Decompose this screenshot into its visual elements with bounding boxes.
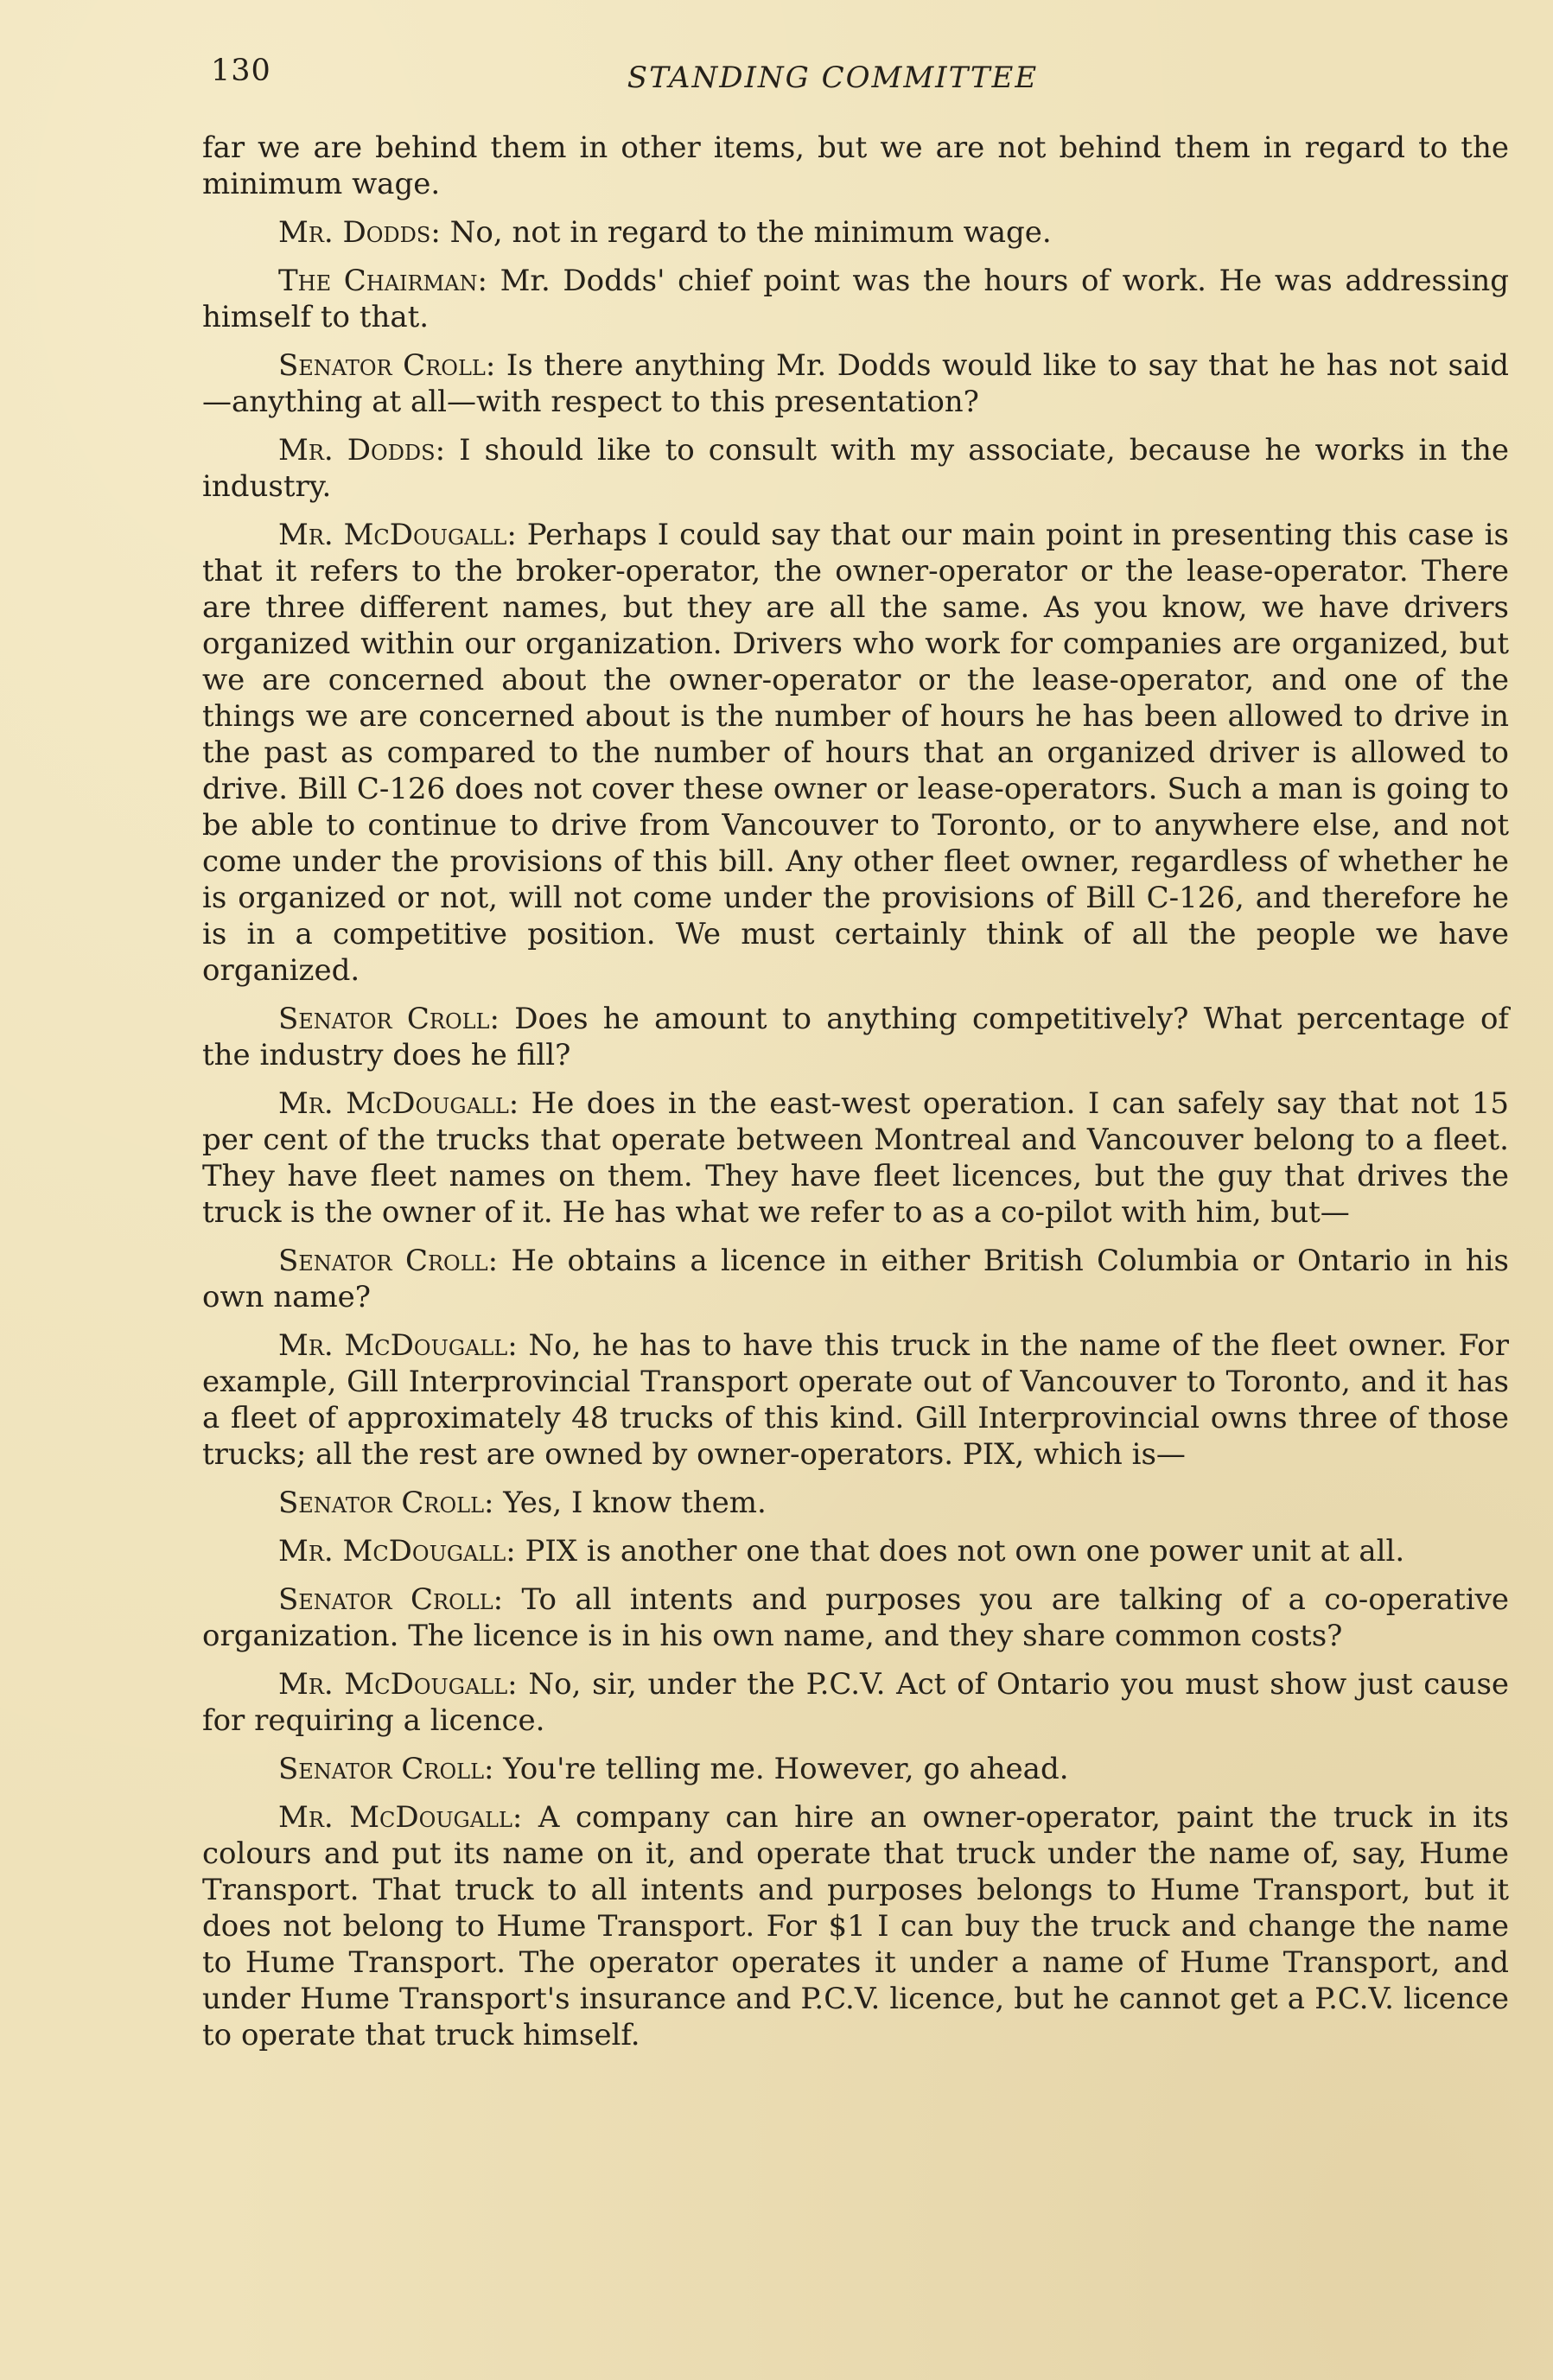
paragraph-text: far we are behind them in other items, but we are not behind them in regard to the minimum wage. [202,130,1509,201]
running-title: STANDING COMMITTEE [627,60,1039,95]
speaker-name: Mr. McDougall: [278,518,517,552]
paragraph-text: Yes, I know them. [503,1486,767,1520]
paragraph [202,347,1509,420]
paragraph [202,1243,1509,1315]
speaker-name: The Chairman: [278,264,487,298]
paragraph-text: Is there anything Mr. Dodds would like to say that he has not said—anything at all—with respect to this presentation? [202,348,1509,419]
paragraph [202,1799,1509,2053]
paragraph-text: You're telling me. However, go ahead. [503,1752,1069,1786]
speaker-name: Mr. McDougall: [278,1800,523,1835]
paragraph-text: No, sir, under the P.C.V. Act of Ontario you must show just cause for requiring a licence. [202,1667,1510,1738]
paragraph-text: He obtains a licence in either British Columbia or Ontario in his own name? [202,1244,1509,1314]
paragraph-text: To all intents and purposes you are talking of a co-operative organization. The licence is in his own name, and they share common costs? [202,1582,1510,1653]
speaker-name: Senator Croll: [278,1244,499,1278]
paragraph-text: He does in the east-west operation. I can safely say that not 15 per cent of the trucks that operate between Montreal and Vancouver belong to a fleet. They have fleet names on them. They have fleet licences, but the guy that drives the truck is the owner of it. He has what we refer to as a co-pilot with him, but— [202,1086,1510,1230]
speaker-name: Mr. McDougall: [278,1534,516,1569]
paragraph-text: Does he amount to anything competitively? What percentage of the industry does he fill? [202,1002,1509,1072]
speaker-name: Mr. McDougall: [278,1328,518,1363]
paragraph-text: A company can hire an owner-operator, paint the truck in its colours and put its name on it, and operate that truck under the name of, say, Hume Transport. That truck to all intents and purposes belongs to Hume Transport, but it does not belong to Hume Transport. For $1 I can buy the truck and change the name to Hume Transport. The operator operates it under a name of Hume Transport, and under Hume Transport's insurance and P.C.V. licence, but he cannot get a P.C.V. licence to operate that truck himself. [202,1800,1509,2052]
body-text [202,130,1509,2065]
speaker-name: Senator Croll: [278,1752,494,1786]
speaker-name: Senator Croll: [278,1002,500,1036]
speaker-name: Mr. Dodds: [278,433,446,468]
paragraph [202,1001,1509,1073]
speaker-name: Senator Croll: [278,348,496,383]
paragraph [202,1751,1509,1787]
paragraph [202,263,1509,335]
speaker-name: Mr. McDougall: [278,1667,518,1702]
speaker-name: Senator Croll: [278,1582,504,1617]
paragraph-text: I should like to consult with my associate, because he works in the industry. [202,433,1509,504]
paragraph [202,517,1509,989]
speaker-name: Mr. McDougall: [278,1086,519,1121]
paragraph [202,1085,1509,1231]
paragraph [202,432,1509,505]
paragraph-text: No, not in regard to the minimum wage. [449,215,1052,250]
speaker-name: Mr. Dodds: [278,215,441,250]
paragraph-text: No, he has to have this truck in the name of the fleet owner. For example, Gill Interprovincial Transport operate out of Vancouver to Toronto, and it has a fleet of approximately 48 trucks of this kind. Gill Interprovincial owns three of those trucks; all the rest are owned by owner-operators. PIX, which is— [202,1328,1509,1472]
paragraph [202,1581,1509,1654]
paragraph [202,214,1509,251]
paragraph-text: Mr. Dodds' chief point was the hours of work. He was addressing himself to that. [202,264,1509,334]
speaker-name: Senator Croll: [278,1486,494,1520]
paragraph [202,130,1509,202]
paragraph [202,1666,1509,1739]
paragraph [202,1533,1509,1569]
paragraph-text: PIX is another one that does not own one power unit at all. [525,1534,1405,1569]
paragraph [202,1485,1509,1521]
paragraph-text: Perhaps I could say that our main point in presenting this case is that it refers to the broker-operator, the owner-operator or the lease-operator. There are three different names, but they are all the same. As you know, we have drivers organized within our organization. Drivers who work for companies are organized, but we are concerned about the owner-operator or the lease-operator, and one of the things we are concerned about is the number of hours he has been allowed to drive in the past as compared to the number of hours that an organized driver is allowed to drive. Bill C-126 does not cover these owner or lease-operators. Such a man is going to be able to continue to drive from Vancouver to Toronto, or to anywhere else, and not come under the provisions of this bill. Any other fleet owner, regardless of whether he is organized or not, will not come under the provisions of Bill C-126, and therefore he is in a competitive position. We must certainly think of all the people we have organized. [202,518,1510,988]
paragraph [202,1327,1509,1473]
page-number: 130 [211,54,271,88]
